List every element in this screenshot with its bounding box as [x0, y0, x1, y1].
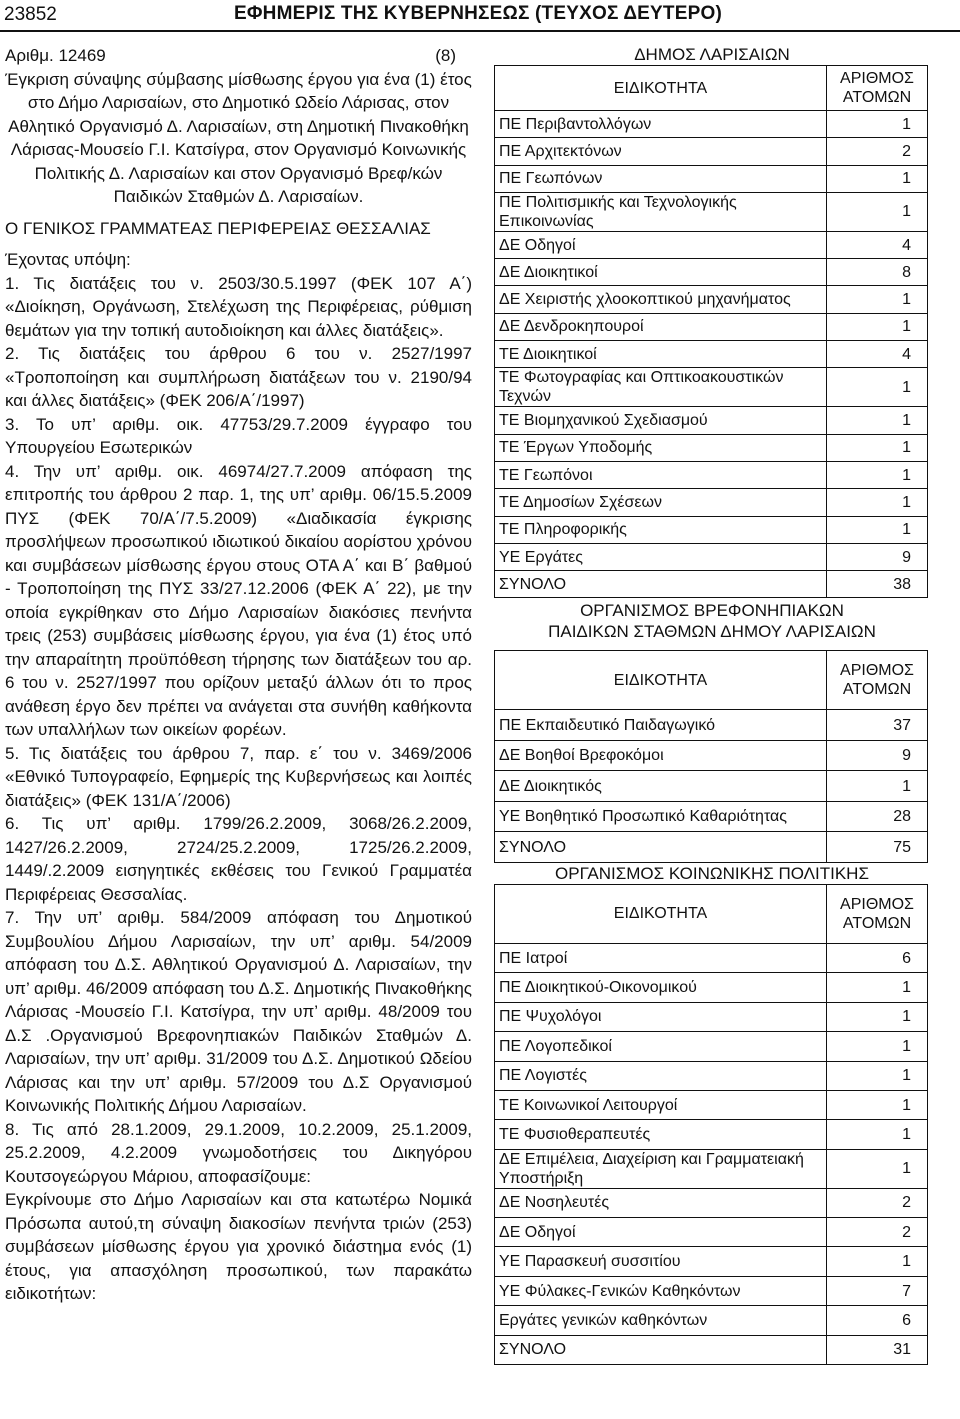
table-row: [495, 1032, 928, 1061]
issuer-heading: Ο ΓΕΝΙΚΟΣ ΓΡΑΜΜΑΤΕΑΣ ΠΕΡΙΦΕΡΕΙΑΣ ΘΕΣΣΑΛΙΑΣ: [5, 218, 431, 238]
table-row: [495, 1188, 928, 1217]
table-row: [495, 313, 928, 340]
count-cell: 28: [827, 801, 928, 832]
table-row: [495, 192, 928, 231]
specialty-cell: ΥΕ Βοηθητικό Προσωπικό Καθαριότητας: [495, 801, 827, 832]
table-row: [495, 1061, 928, 1090]
approval-text: Εγκρίνουμε στο Δήμο Λαρισαίων και στα κατωτέρω Νομικά Πρόσωπα αυτού,τη σύναψη διακοσίων πενήντα τριών (253) συμβάσεων μίσθωσης έργου για χρονικό διάστημα ενός (1) έτους, για απασχόληση προσωπικού, των παρακάτω ειδικοτήτων:: [5, 1190, 472, 1303]
specialty-cell: ΤΕ Βιομηχανικού Σχεδιασμού: [495, 407, 827, 434]
total-row: [495, 832, 928, 863]
table-row: [495, 138, 928, 165]
specialty-cell: ΔΕ Χειριστής χλοοκοπτικού μηχανήματος: [495, 286, 827, 313]
specialty-cell: ΠΕ Λογιστές: [495, 1061, 827, 1090]
count-cell: 1: [827, 1090, 928, 1119]
specialty-cell: ΠΕ Εκπαιδευτικό Παιδαγωγικό: [495, 710, 827, 741]
decision-number-line: [5, 44, 472, 68]
specialty-cell: ΠΕ Γεωπόνων: [495, 165, 827, 192]
specialty-cell: ΔΕ Επιμέλεια, Διαχείριση και Γραμματειακή Υποστήριξη: [495, 1149, 827, 1188]
specialty-cell: Εργάτες γενικών καθηκόντων: [495, 1306, 827, 1335]
table-row: [495, 231, 928, 258]
table-row: [495, 973, 928, 1002]
count-cell: 1: [827, 516, 928, 543]
specialty-cell: ΤΕ Φωτογραφίας και Οπτικοακουστικών Τεχνών: [495, 368, 827, 407]
item-3: 3. Το υπ’ αριθμ. οικ. 47753/29.7.2009 έγγραφο του Υπουργείου Εσωτερικών: [5, 414, 472, 457]
item-6: 6. Τις υπ’ αριθμ. 1799/26.2.2009, 3068/26.2.2009, 1427/26.2.2009, 2724/25.2.2009, 1725/26.2.2009, 1449/.2.2009 εισηγητικές εκθέσεις του Γενικού Γραμματέα Περιφέρειας Θεσσαλίας.: [5, 814, 472, 904]
item-8: 8. Τις από 28.1.2009, 29.1.2009, 10.2.2009, 25.1.2009, 25.2.2009, 4.2.2009 γνωμοδοτήσεις του Δικηγόρου Κουτσογεώργου Μάριου, αποφασίζουμε:: [5, 1119, 472, 1186]
specialty-cell: ΔΕ Διοικητικός: [495, 771, 827, 802]
gazette-title: ΕΦΗΜΕΡΙΣ ΤΗΣ ΚΥΒΕΡΝΗΣΕΩΣ (ΤΕΥΧΟΣ ΔΕΥΤΕΡΟ): [234, 3, 722, 24]
staff-tables-column: [494, 44, 930, 1365]
count-cell: 9: [827, 740, 928, 771]
count-header: ΑΡΙΘΜΟΣ ΑΤΟΜΩΝ: [827, 66, 928, 111]
table-row: [495, 111, 928, 138]
decision-index: (8): [435, 46, 456, 65]
table-row: [495, 286, 928, 313]
table-header-row: [495, 66, 928, 111]
count-cell: 75: [827, 832, 928, 863]
specialty-cell: ΠΕ Ψυχολόγοι: [495, 1002, 827, 1031]
table-row: [495, 1276, 928, 1305]
nurseries-title-line2: ΠΑΙΔΙΚΩΝ ΣΤΑΘΜΩΝ ΔΗΜΟΥ ΛΑΡΙΣΑΙΩΝ: [548, 622, 876, 642]
nurseries-table-body: [495, 710, 928, 863]
specialty-cell: ΤΕ Πληροφορικής: [495, 516, 827, 543]
decision-number: Αριθμ. 12469: [5, 46, 106, 65]
decision-text-column: [5, 44, 472, 1306]
table-row: [495, 543, 928, 570]
count-cell: 2: [827, 1218, 928, 1247]
count-cell: 2: [827, 138, 928, 165]
item-7: 7. Την υπ’ αριθμ. 584/2009 απόφαση του Δημοτικού Συμβουλίου Δήμου Λαρισαίων, την υπ’ αριθμ. 54/2009 απόφαση του Δ.Σ. Αθλητικού Οργανισμού Δ. Λαρισαίων, την υπ’ αριθμ. 46/2009 απόφαση του Δ.Σ. Δημοτικής Πινακοθήκης Λάρισας -Μουσείο Γ.Ι. Κατσίγρα, την υπ’ αριθμ. 48/2009 του Δ.Σ .Οργανισμού Βρεφονηπιακών Παιδικών Σταθμών Δ. Λαρισαίων, την υπ’ αριθμ. 31/2009 του Δ.Σ. Δημοτικού Ωδείου Λάρισας και την υπ’ αριθμ. 57/2009 του Δ.Σ Οργανισμού Κοινωνικής Πολιτικής Δήμου Λαρισαίων.: [5, 908, 472, 1115]
table-row: [495, 259, 928, 286]
specialty-cell: ΔΕ Δενδροκηπουροί: [495, 313, 827, 340]
specialty-cell: ΥΕ Παρασκευή συσσιτίου: [495, 1247, 827, 1276]
specialty-cell: ΔΕ Βοηθοί Βρεφοκόμοι: [495, 740, 827, 771]
table-row: [495, 407, 928, 434]
count-cell: 1: [827, 111, 928, 138]
municipality-table: [494, 65, 928, 598]
specialty-cell: ΣΥΝΟΛΟ: [495, 571, 827, 598]
social-table-body: [495, 943, 928, 1364]
page-number: 23852: [4, 4, 57, 25]
table-row: [495, 1218, 928, 1247]
table-row: [495, 1149, 928, 1188]
table-row: [495, 461, 928, 488]
nurseries-table: [494, 650, 928, 863]
count-header: ΑΡΙΘΜΟΣ ΑΤΟΜΩΝ: [827, 651, 928, 710]
count-cell: 1: [827, 1032, 928, 1061]
count-cell: 1: [827, 489, 928, 516]
count-cell: 38: [827, 571, 928, 598]
count-cell: 1: [827, 1061, 928, 1090]
count-cell: 1: [827, 286, 928, 313]
item-5: 5. Τις διατάξεις του άρθρου 7, παρ. ε΄ του ν. 3469/2006 «Εθνικό Τυπογραφείο, Εφημερίς της Κυβερνήσεως και λοιπές διατάξεις» (ΦΕΚ 131/Α΄/2006): [5, 743, 472, 810]
page-header: [0, 0, 960, 32]
table-row: [495, 1002, 928, 1031]
specialty-cell: ΠΕ Πολιτισμικής και Τεχνολογικής Επικοινωνίας: [495, 192, 827, 231]
specialty-cell: ΤΕ Γεωπόνοι: [495, 461, 827, 488]
total-row: [495, 1335, 928, 1364]
specialty-header: ΕΙΔΙΚΟΤΗΤΑ: [495, 651, 827, 710]
total-row: [495, 571, 928, 598]
specialty-cell: ΣΥΝΟΛΟ: [495, 1335, 827, 1364]
count-cell: 6: [827, 943, 928, 972]
table-row: [495, 165, 928, 192]
specialty-cell: ΔΕ Οδηγοί: [495, 1218, 827, 1247]
item-2: 2. Τις διατάξεις του άρθρου 6 του ν. 2527/1997 «Τροποποίηση και συμπλήρωση διατάξεων του ν. 2190/94 και άλλες διατάξεις» (ΦΕΚ 206/Α΄/1997): [5, 344, 472, 410]
count-cell: 4: [827, 341, 928, 368]
considering-label: Έχοντας υπόψη:: [5, 250, 131, 269]
specialty-cell: ΤΕ Διοικητικοί: [495, 341, 827, 368]
table-row: [495, 740, 928, 771]
table-row: [495, 801, 928, 832]
table-row: [495, 943, 928, 972]
decision-subject: Έγκριση σύναψης σύμβασης μίσθωσης έργου για ένα (1) έτος στο Δήμο Λαρισαίων, στο Δημοτικό Ωδείο Λάρισας, στον Αθλητικό Οργανισμό Δ. Λαρισαίων, στη Δημοτική Πινακοθήκη Λάρισας-Μουσείο Γ.Ι. Κατσίγρα, στον Οργανισμό Κοινωνικής Πολιτικής Δ. Λαρισαίων και στον Οργανισμό Βρεφ/κών Παιδικών Σταθμών Δ. Λαρισαίων.: [5, 69, 472, 206]
specialty-cell: ΔΕ Νοσηλευτές: [495, 1188, 827, 1217]
count-cell: 6: [827, 1306, 928, 1335]
table-header-row: [495, 884, 928, 943]
specialty-cell: ΤΕ Έργων Υποδομής: [495, 434, 827, 461]
table-row: [495, 1090, 928, 1119]
specialty-cell: ΠΕ Αρχιτεκτόνων: [495, 138, 827, 165]
specialty-cell: ΠΕ Λογοπεδικοί: [495, 1032, 827, 1061]
specialty-cell: ΠΕ Διοικητικού-Οικονομικού: [495, 973, 827, 1002]
table-row: [495, 516, 928, 543]
count-header: ΑΡΙΘΜΟΣ ΑΤΟΜΩΝ: [827, 884, 928, 943]
count-cell: 7: [827, 1276, 928, 1305]
count-cell: 1: [827, 165, 928, 192]
social-table: [494, 884, 928, 1365]
municipality-title: ΔΗΜΟΣ ΛΑΡΙΣΑΙΩΝ: [634, 45, 790, 64]
count-cell: 9: [827, 543, 928, 570]
count-cell: 1: [827, 771, 928, 802]
count-cell: 1: [827, 1002, 928, 1031]
count-cell: 1: [827, 192, 928, 231]
item-1: 1. Τις διατάξεις του ν. 2503/30.5.1997 (ΦΕΚ 107 Α΄) «Διοίκηση, Οργάνωση, Στελέχωση της Περιφέρειας, ρύθμιση θεμάτων για την τοπική αυτοδιοίκηση και άλλες διατάξεις».: [5, 273, 472, 340]
specialty-cell: ΤΕ Δημοσίων Σχέσεων: [495, 489, 827, 516]
count-cell: 1: [827, 313, 928, 340]
count-cell: 1: [827, 368, 928, 407]
specialty-cell: ΤΕ Κοινωνικοί Λειτουργοί: [495, 1090, 827, 1119]
nurseries-title-line1: ΟΡΓΑΝΙΣΜΟΣ ΒΡΕΦΟΝΗΠΙΑΚΩΝ: [580, 601, 844, 621]
specialty-cell: ΠΕ Περιβαντολλόγων: [495, 111, 827, 138]
table-header-row: [495, 651, 928, 710]
count-cell: 4: [827, 231, 928, 258]
specialty-cell: ΤΕ Φυσιοθεραπευτές: [495, 1120, 827, 1149]
count-cell: 1: [827, 407, 928, 434]
count-cell: 37: [827, 710, 928, 741]
table-row: [495, 341, 928, 368]
table-row: [495, 771, 928, 802]
specialty-header: ΕΙΔΙΚΟΤΗΤΑ: [495, 884, 827, 943]
table-row: [495, 1306, 928, 1335]
specialty-cell: ΥΕ Εργάτες: [495, 543, 827, 570]
count-cell: 1: [827, 434, 928, 461]
table-row: [495, 368, 928, 407]
count-cell: 2: [827, 1188, 928, 1217]
count-cell: 31: [827, 1335, 928, 1364]
specialty-cell: ΣΥΝΟΛΟ: [495, 832, 827, 863]
specialty-cell: ΠΕ Ιατροί: [495, 943, 827, 972]
table-row: [495, 434, 928, 461]
count-cell: 1: [827, 1149, 928, 1188]
municipality-table-body: [495, 111, 928, 598]
table-row: [495, 489, 928, 516]
count-cell: 8: [827, 259, 928, 286]
specialty-cell: ΔΕ Διοικητικοί: [495, 259, 827, 286]
count-cell: 1: [827, 1247, 928, 1276]
specialty-header: ΕΙΔΙΚΟΤΗΤΑ: [495, 66, 827, 111]
count-cell: 1: [827, 973, 928, 1002]
count-cell: 1: [827, 1120, 928, 1149]
count-cell: 1: [827, 461, 928, 488]
specialty-cell: ΥΕ Φύλακες-Γενικών Καθηκόντων: [495, 1276, 827, 1305]
nurseries-title: [494, 600, 930, 642]
table-row: [495, 710, 928, 741]
social-title: ΟΡΓΑΝΙΣΜΟΣ ΚΟΙΝΩΝΙΚΗΣ ΠΟΛΙΤΙΚΗΣ: [555, 863, 869, 883]
item-4: 4. Την υπ’ αριθμ. οικ. 46974/27.7.2009 απόφαση της επιτροπής του άρθρου 2 παρ. 1, της υπ’ αριθμ. 06/15.5.2009 ΠΥΣ (ΦΕΚ 70/Α΄/7.5.2009) «Διαδικασία έγκρισης προσλήψεων προσωπικού ιδιωτικού δικαίου αορίστου χρόνου και συμβάσεων μίσθωσης έργου στους ΟΤΑ Α΄ και Β΄ βαθμού - Τροποποίηση της ΠΥΣ 33/27.12.2006 (ΦΕΚ Α΄ 22), με την οποία εγκρίθηκαν στο Δήμο Λαρισαίων διακόσιες πενήντα τρεις (253) συμβάσεις μίσθωσης έργου, για ένα (1) έτος υπό την απαραίτητη προϋπόθεση τήρησης των διατάξεων του αρ. 6 του ν. 2527/1997 που ορίζουν μεταξύ άλλων ότι το προς ανάθεση έργο δεν πρέπει να ανάγεται στα συνήθη καθήκοντα των υπαλλήλων των οικείων φορέων.: [5, 461, 472, 739]
table-row: [495, 1247, 928, 1276]
table-row: [495, 1120, 928, 1149]
specialty-cell: ΔΕ Οδηγοί: [495, 231, 827, 258]
